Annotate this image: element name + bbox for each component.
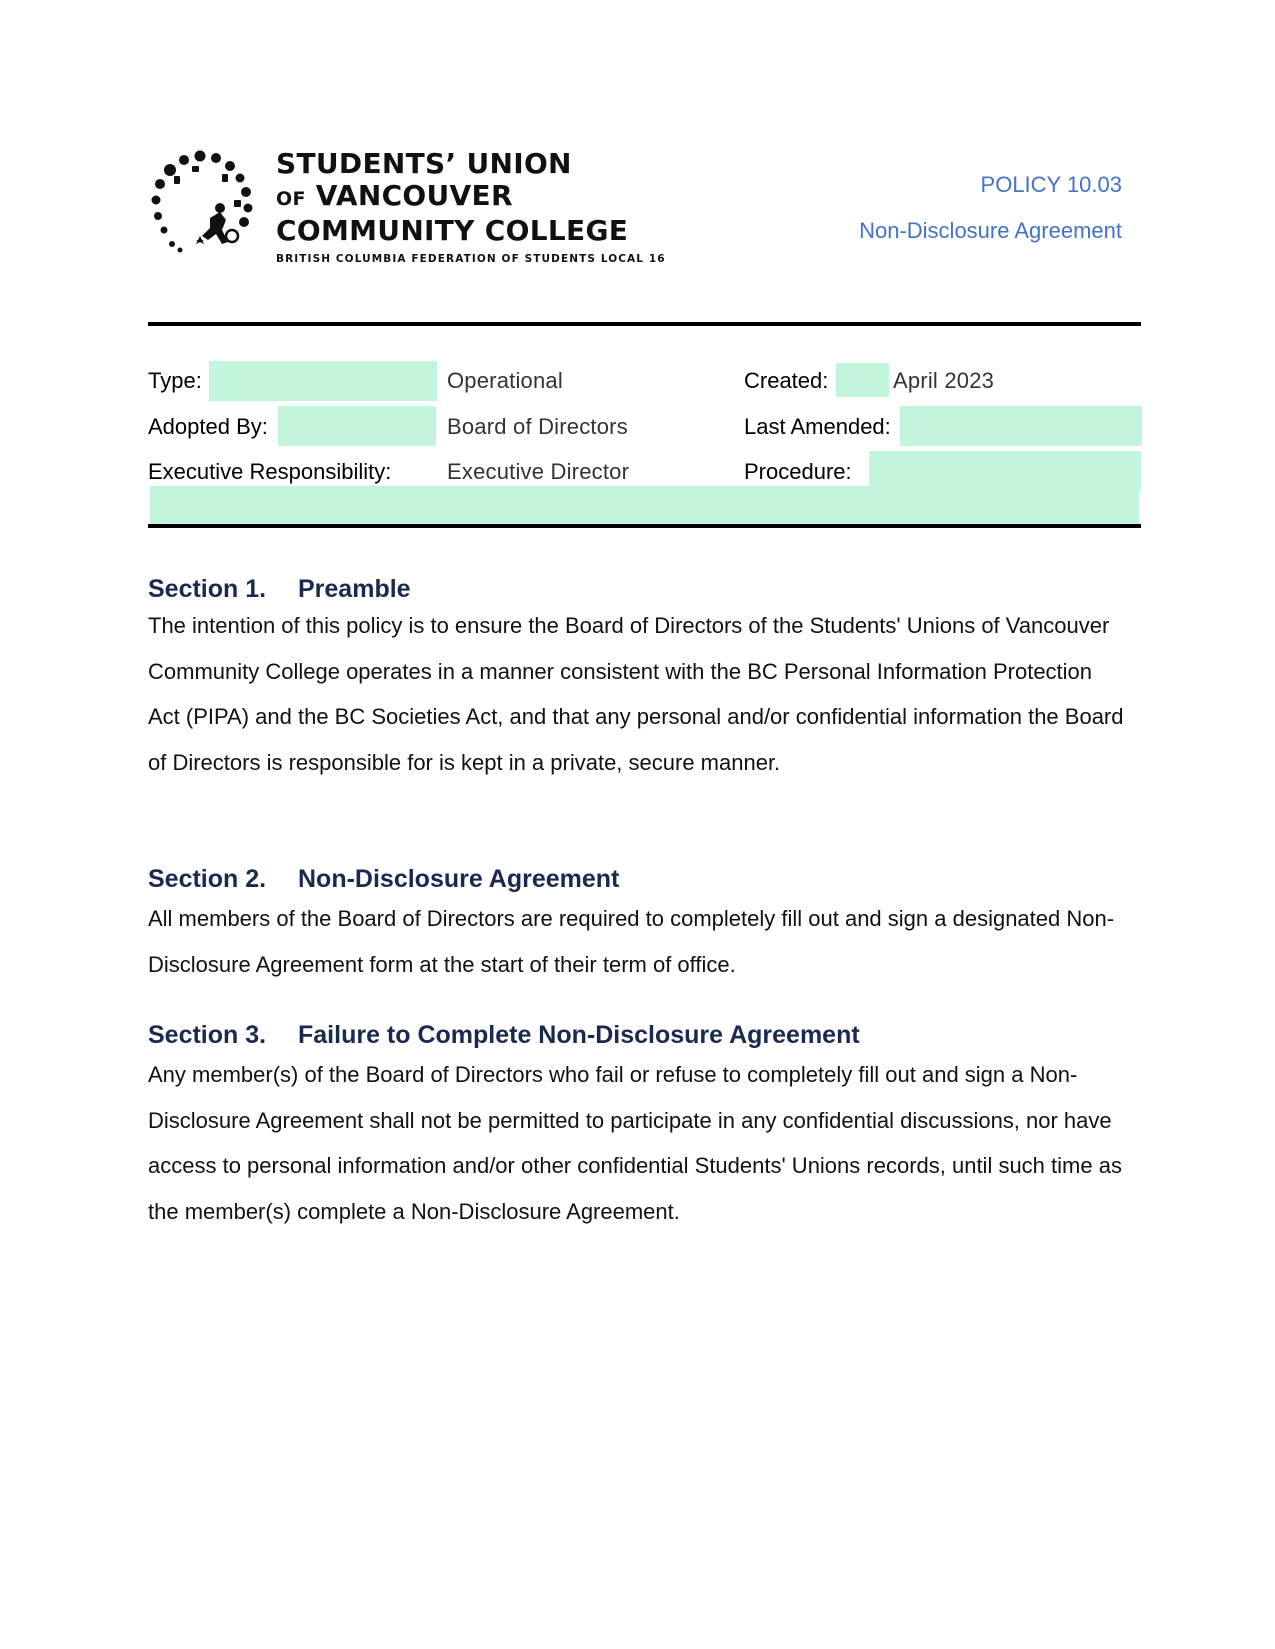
- logo-emblem-icon: [148, 148, 260, 260]
- adopted-by-label: Adopted By:: [148, 414, 268, 439]
- highlight-procedure: [869, 451, 1141, 491]
- policy-number: POLICY 10.03: [980, 172, 1122, 197]
- section-2-number: Section 2.: [148, 865, 267, 893]
- executive-responsibility-label: Executive Responsibility:: [148, 459, 392, 484]
- section-2-title: Non-Disclosure Agreement: [298, 865, 620, 893]
- type-value: Operational: [447, 368, 563, 393]
- section-2-body: All members of the Board of Directors are required to completely fill out and sign a designated Non-Disclosure Agreement form at the start of their term of office.: [148, 906, 1115, 977]
- top-divider: [148, 322, 1141, 326]
- org-name-vancouver: VANCOUVER: [315, 179, 513, 212]
- adopted-by-value: Board of Directors: [447, 414, 628, 439]
- section-1-heading: [148, 575, 411, 604]
- section-1-body: The intention of this policy is to ensure the Board of Directors of the Students' Unions of Vancouver Community College operates in a manner consistent with the BC Personal Information Protection Act (PIPA) and the BC Societies Act, and that any personal and/or confidential information the Board of Directors is responsible for is kept in a private, secure manner.: [148, 613, 1124, 775]
- section-3-title: Failure to Complete Non-Disclosure Agreement: [298, 1021, 860, 1049]
- section-3-heading: [148, 1021, 860, 1050]
- highlight-adopted: [278, 406, 436, 446]
- procedure-label: Procedure:: [744, 459, 852, 484]
- last-amended-label: Last Amended:: [744, 414, 891, 439]
- highlight-type: [209, 361, 437, 401]
- highlight-created: [836, 363, 889, 397]
- organization-logo: [148, 147, 666, 268]
- organization-name: [276, 148, 666, 265]
- org-name-line-2: [276, 180, 666, 215]
- executive-responsibility-value: Executive Director: [447, 459, 630, 484]
- created-label: Created:: [744, 368, 829, 393]
- type-label: Type:: [148, 368, 202, 393]
- section-2-heading: [148, 865, 619, 894]
- bottom-divider: [148, 524, 1141, 528]
- section-1-title: Preamble: [298, 575, 411, 603]
- created-value: April 2023: [893, 368, 995, 393]
- section-1-number: Section 1.: [148, 575, 267, 603]
- org-name-of: OF: [276, 188, 306, 210]
- highlight-last-amended: [900, 406, 1142, 446]
- highlight-row-band: [150, 486, 1139, 524]
- section-3-number: Section 3.: [148, 1021, 267, 1049]
- org-subtitle: BRITISH COLUMBIA FEDERATION OF STUDENTS LOCAL 16: [276, 253, 666, 265]
- section-3-body: Any member(s) of the Board of Directors who fail or refuse to completely fill out and sign a Non-Disclosure Agreement shall not be permitted to participate in any confidential discussions, nor have access to personal information and/or other confidential Students' Unions records, until such time as the member(s) complete a Non-Disclosure Agreement.: [148, 1062, 1122, 1224]
- org-name-line-1: STUDENTS’ UNION: [276, 147, 572, 180]
- policy-title: Non-Disclosure Agreement: [859, 218, 1122, 243]
- org-name-line-3: COMMUNITY COLLEGE: [276, 214, 629, 247]
